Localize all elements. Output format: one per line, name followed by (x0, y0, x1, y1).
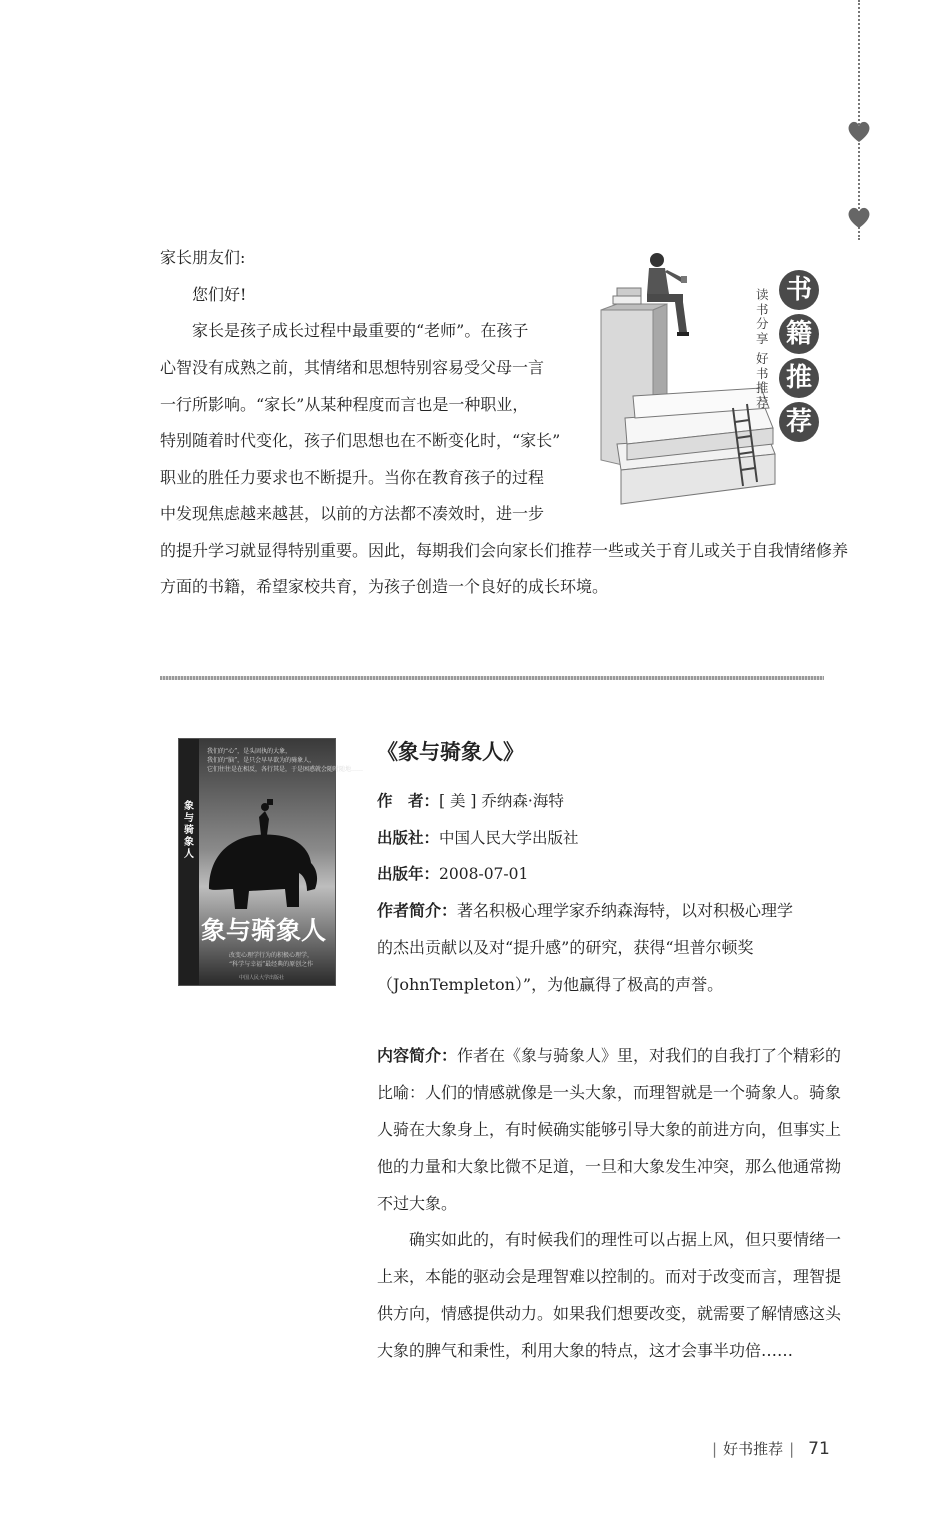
letter-greeting: 家长朋友们: (160, 248, 246, 267)
letter-line: 的提升学习就显得特别重要。因此，每期我们会向家长们推荐一些或关于育儿或关于自我情绪修养 (160, 541, 849, 560)
heart-icon (846, 204, 872, 230)
page-footer: | 好书推荐 | 71 (712, 1439, 830, 1459)
publisher-value: 中国人民大学出版社 (439, 829, 579, 847)
book-title: 《象与骑象人》 (377, 740, 524, 764)
section-divider (160, 676, 824, 680)
heart-icon (846, 118, 872, 144)
column-title-char: 推 (779, 358, 819, 398)
column-title (779, 270, 825, 442)
year-row (377, 862, 528, 884)
column-subtitle-1: 读书分享 (756, 287, 769, 346)
author-intro: 作者简介：著名积极心理学家乔纳森海特，以对积极心理学 的杰出贡献以及对“提升感”的研究，获得“坦普尔顿奖 （JohnTempleton）”，为他赢得了极高的声誉。 (377, 901, 794, 994)
cover-blurb: 我们的“心”，是头固执的大象， 我们的“脑”，是只会早早欲为的骑象人， 它们往往是在相反，各行其是，于是困惑就会随时随地…… (207, 748, 364, 773)
cover-artwork (179, 739, 335, 985)
publisher-label: 出版社： (377, 829, 440, 847)
letter-salutation: 您们好! (192, 285, 247, 304)
page-number: 71 (808, 1439, 830, 1459)
author-intro-label: 作者简介： (377, 901, 458, 920)
column-title-char: 籍 (779, 314, 819, 354)
content-intro: 内容简介：作者在《象与骑象人》里，对我们的自我打了个精彩的 比喻：人们的情感就像是一头大象，而理智就是一个骑象人。骑象 人骑在大象身上，有时候确实能够引导大象的前进方向，但事实上 他的力量和大象比微不足道，一旦和大象发生冲突，那么他通常拗 不过大象。 (377, 1046, 842, 1213)
content-paragraph-2: 确实如此的，有时候我们的理性可以占据上风，但只要情绪一 上来，本能的驱动会是理智难以控制的。而对于改变而言，理智提 供方向，情感提供动力。如果我们想要改变，就需要了解情感这头 大象的脾气和秉性，利用大象的特点，这才会事半功倍…… (377, 1230, 842, 1360)
column-title-char: 书 (779, 270, 819, 310)
cover-publisher: 中国人民大学出版社 (239, 975, 285, 981)
author-row (377, 789, 564, 811)
footer-section: 好书推荐 (723, 1440, 784, 1458)
cover-side-title: 象与骑象人 (184, 801, 194, 860)
letter-line: 家长是孩子成长过程中最重要的“老师”。在孩子 (192, 321, 529, 340)
letter-line: 职业的胜任力要求也不断提升。当你在教育孩子的过程 (160, 468, 545, 487)
year-label: 出版年： (377, 865, 440, 883)
letter-line: 一行所影响。“家长”从某种程度而言也是一种职业， (160, 395, 529, 414)
book-cover-image (178, 738, 364, 986)
publisher-row (377, 826, 579, 848)
cover-title: 象与骑象人 (201, 916, 327, 945)
column-title-char: 荐 (779, 402, 819, 442)
author-value: [ 美 ] 乔纳森·海特 (439, 792, 564, 810)
letter-line: 心智没有成熟之前，其情绪和思想特别容易受父母一言 (160, 358, 545, 377)
column-subtitle-2: 好书推荐 (756, 351, 769, 410)
author-label: 作 者： (377, 792, 440, 810)
letter-line: 特别随着时代变化，孩子们思想也在不断变化时，“家长” (160, 431, 561, 450)
content-intro-label: 内容简介： (377, 1046, 458, 1065)
letter-line: 中发现焦虑越来越甚，以前的方法都不凑效时，进一步 (160, 504, 545, 523)
year-value: 2008-07-01 (439, 865, 529, 883)
letter-line: 方面的书籍，希望家校共育，为孩子创造一个良好的成长环境。 (160, 577, 609, 596)
cover-tagline: 改变心理学行为的积极心理学， “科学与幸福”最经典的原创之作 (229, 952, 314, 968)
